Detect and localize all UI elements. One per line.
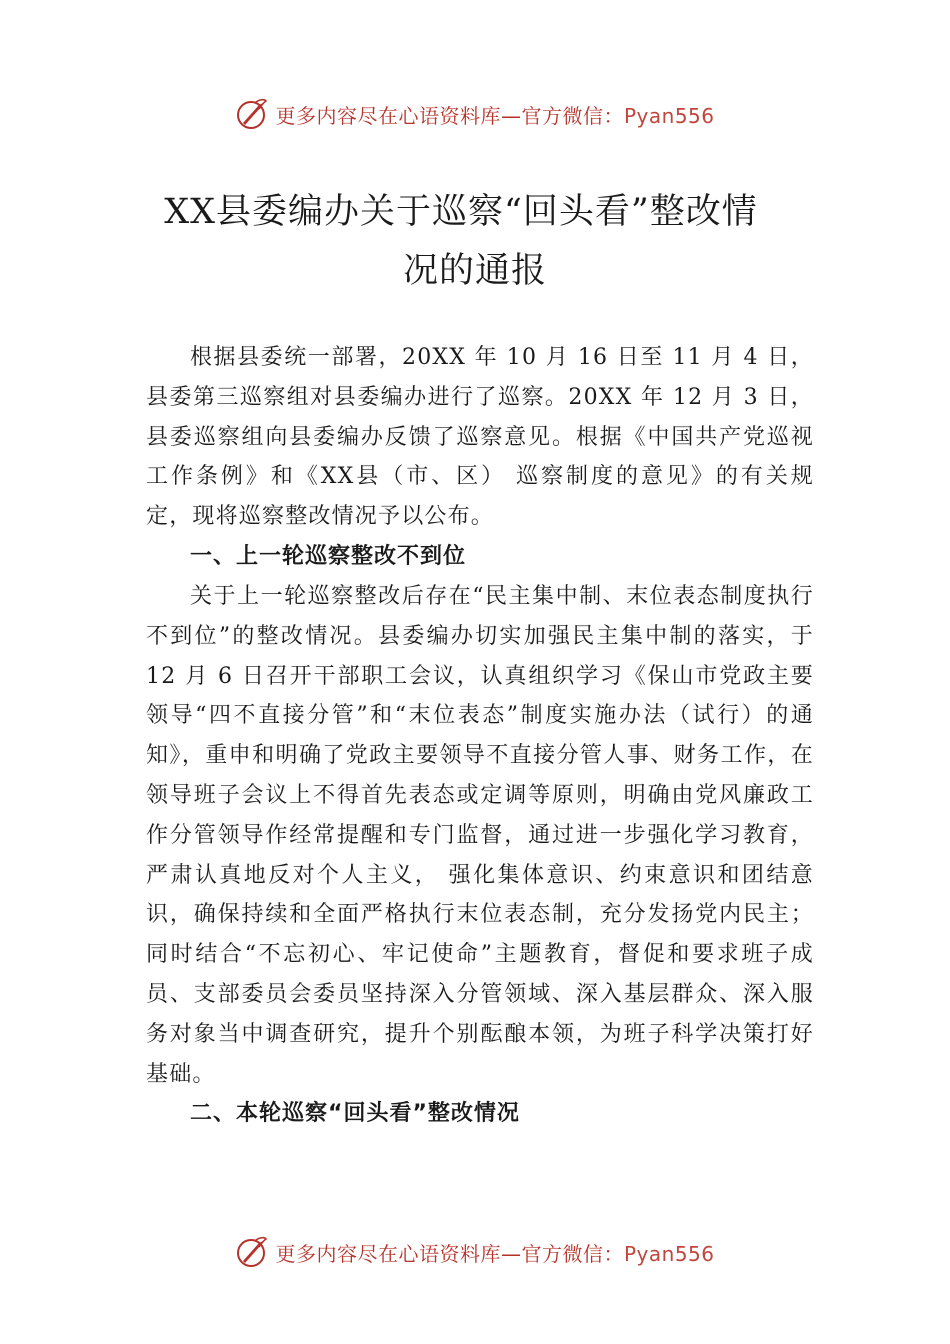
section1-heading: 一、上一轮巡察整改不到位 (190, 543, 467, 569)
quill-pen-logo-icon (235, 97, 269, 131)
watermark-banner-bottom (0, 1232, 950, 1272)
watermark-text: 更多内容尽在心语资料库—官方微信：Pyan556 (275, 1241, 715, 1266)
quill-pen-logo-icon (235, 1235, 269, 1269)
document-body (146, 338, 814, 1134)
document-title-line1: XX县委编办关于巡察“回头看”整改情 (164, 192, 758, 232)
section1-paragraph: 关于上一轮巡察整改后存在“民主集中制、末位表态制度执行不到位”的整改情况。县委编办切实加强民主集中制的落实，于 12 月 6 日召开干部职工会议，认真组织学习《保山市党政主要领导“四不直接分管”和“末位表态”制度实施办法（试行）的通知》，重申和明确了党政主要领导不直接分管人事、财务工作，在领导班子会议上不得首先表态或定调等原则，明确由党风廉政工作分管领导作经常提醒和专门监督，通过进一步强化学习教育，严肃认真地反对个人主义， 强化集体意识、约束意识和团结意识，确保持续和全面严格执行末位表态制，充分发扬党内民主；同时结合“不忘初心、牢记使命”主题教育，督促和要求班子成员、支部委员会委员坚持深入分管领域、深入基层群众、深入服务对象当中调查研究，提升个别酝酿本领，为班子科学决策打好基础。 (146, 583, 814, 1087)
watermark-banner-top (0, 94, 950, 134)
watermark-text: 更多内容尽在心语资料库—官方微信：Pyan556 (275, 103, 715, 128)
wechat-id: Pyan556 (623, 103, 715, 128)
document-title-line2: 况的通报 (402, 251, 547, 291)
section2-heading: 二、本轮巡察“回头看”整改情况 (190, 1101, 520, 1127)
intro-paragraph: 根据县委统一部署，20XX 年 10 月 16 日至 11 月 4 日，县委第三巡察组对县委编办进行了巡察。20XX 年 12 月 3 日，县委巡察组向县委编办反馈了巡察意见。根据《中国共产党巡视工作条例》和《XX县（市、区） 巡察制度的意见》的有关规定，现将巡察整改情况予以公布。 (146, 345, 814, 530)
wechat-id: Pyan556 (623, 1241, 715, 1266)
